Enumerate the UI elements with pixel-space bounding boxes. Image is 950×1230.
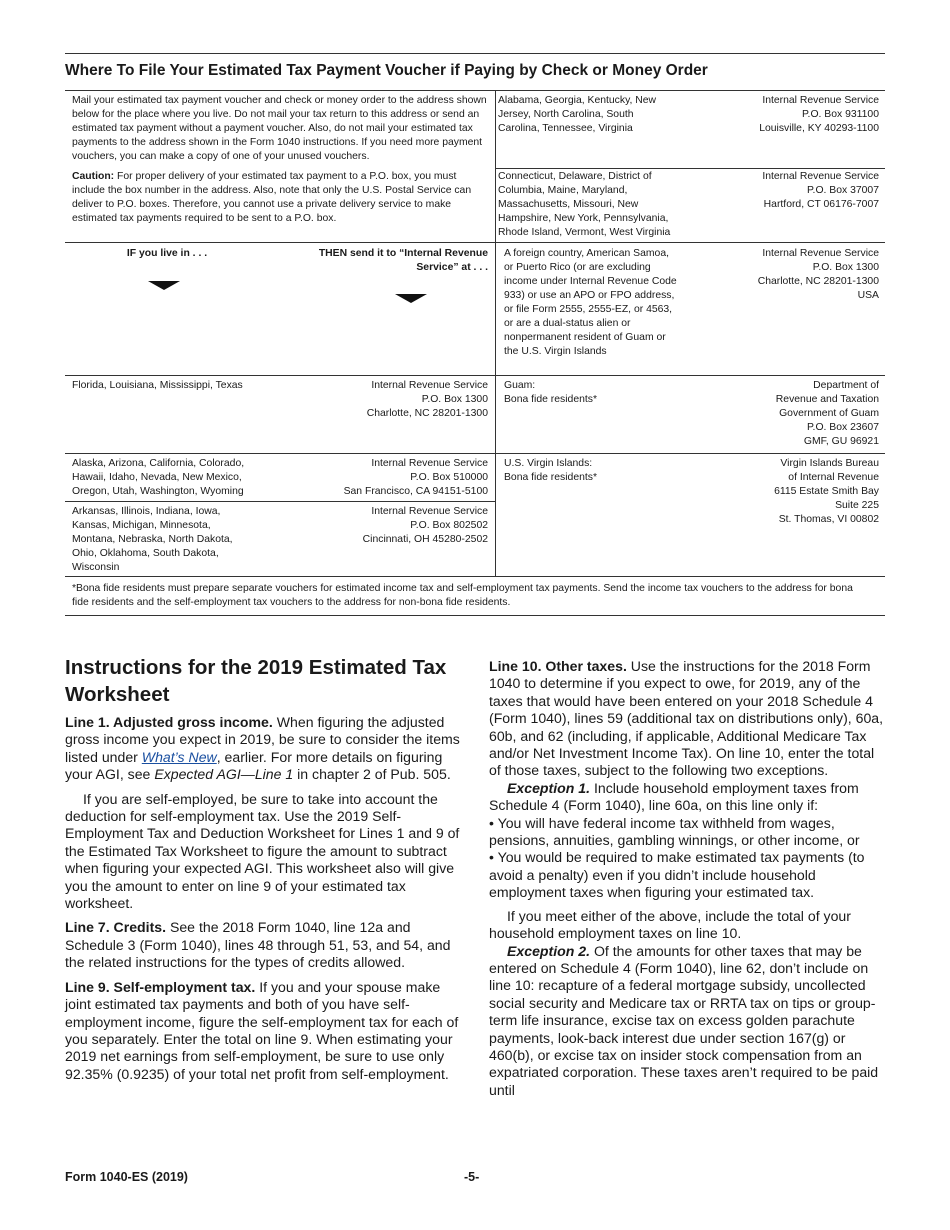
row-divider: [65, 576, 885, 577]
footer-form-name: Form 1040-ES (2019): [65, 1170, 188, 1184]
line7-text: See the 2018 Form 1040, line 12a and Schedule 3 (Form 1040), lines 48 through 51, 53, and 54, and the related instructions for the types of credits allowed.: [65, 919, 451, 971]
table-caution: [72, 170, 492, 226]
exception-summary: If you meet either of the above, include the total of your household employment taxes on line 10.: [489, 907, 851, 942]
table-top-border: [65, 90, 885, 91]
line10-text: Use the instructions for the 2018 Form 1040 to determine if you expect to owe, for 2019, any of the taxes that would have been entered on your 2018 Schedule 4 (Form 1040), lines 59 (additional tax on distributions only), 60a, 60b, and 62 (including, if applicable, Additional Medicare Tax and/or Net Investment Income Tax). On line 10, enter the total of those taxes, subject to the following two exceptions.: [489, 658, 884, 779]
right-row-5-states: U.S. Virgin Islands: Bona fide residents*: [504, 458, 597, 483]
line9-label: Line 9. Self-employment tax.: [65, 978, 256, 995]
line1-label: Line 1. Adjusted gross income.: [65, 714, 273, 730]
right-row-3-address: Internal Revenue Service P.O. Box 1300 Charlotte, NC 28201-1300 USA: [757, 248, 879, 301]
line1-text: When figuring the adjusted gross income you expect in 2019, be sure to consider the items listed under: [65, 714, 460, 765]
right-row-2-states: Connecticut, Delaware, District of Columbia, Maine, Maryland, Massachusetts, Missouri, New Hampshire, New York, Pennsylvania, Rhode Island, Vermont, West Virginia: [498, 171, 671, 238]
line7-label: Line 7. Credits.: [65, 919, 167, 936]
table-footnote: *Bona fide residents must prepare separate vouchers for estimated income tax and self-employment tax payments. Send the income tax vouchers to the address for bona fide residents and the self-employment tax vouchers to the address for non-bona fide residents.: [72, 583, 853, 608]
line1-italic: Expected AGI—Line 1: [154, 766, 294, 783]
table-title: Where To File Your Estimated Tax Payment Voucher if Paying by Check or Money Order: [65, 62, 708, 79]
table-center-divider: [495, 90, 496, 576]
exception2-text: Of the amounts for other taxes that may be entered on Schedule 4 (Form 1040), line 62, don’t include on line 10: recapture of a federal mortgage subsidy, uncollected social security and Medicare tax or RRTA tax on tips or group-term life insurance, excise tax on excess golden parachute payments, look-back interest due under section 167(g) or 460(b), or excise tax on insider stock compensation from an expatriated corporation. These taxes aren’t required to be paid until: [489, 942, 879, 1098]
row-divider: [65, 453, 885, 454]
whats-new-link[interactable]: What’s New: [141, 748, 217, 765]
right-row-5-address: Virgin Islands Bureau of Internal Revenue 6115 Estate Smith Bay Suite 225 St. Thomas, VI 00802: [774, 458, 879, 525]
left-row-1-states: Florida, Louisiana, Mississippi, Texas: [72, 380, 243, 391]
caution-label: Caution:: [72, 171, 115, 182]
right-row-1-address: Internal Revenue Service P.O. Box 931100 Louisville, KY 40293-1100: [759, 95, 879, 134]
then-header: THEN send it to “Internal Revenue Service” at . . .: [318, 248, 488, 273]
line9-text: If you and your spouse make joint estimated tax payments and both of you have self-employment income, figure the self-employment tax for each of you separately. Enter the total on line 9. When estimating your 2019 net earnings from self-employment, be sure to use only 92.35% (0.9235) of your total net profit from self-employment.: [65, 978, 459, 1082]
table-bottom-border: [65, 615, 885, 616]
right-row-2-address: Internal Revenue Service P.O. Box 37007 Hartford, CT 06176-7007: [762, 171, 879, 210]
instructions-heading: Instructions for the 2019 Estimated Tax Worksheet: [65, 656, 447, 706]
line1-paragraph-2: If you are self-employed, be sure to take into account the deduction for self-employment tax. Use the 2019 Self-Employment Tax and Deduction Worksheet for Lines 1 and 9 of the Estimated Tax Worksheet to figure the amount to subtract when figuring your expected AGI. This worksheet also will give you the amount to enter on line 9 of your estimated tax worksheet.: [65, 790, 460, 912]
line1-text: , earlier. For more details on figuring your AGI, see: [65, 748, 443, 783]
left-row-3-states: Arkansas, Illinois, Indiana, Iowa, Kansas, Michigan, Minnesota, Montana, Nebraska, North Dakota, Ohio, Oklahoma, South Dakota, Wisconsin: [72, 506, 233, 573]
bullet-text: You will have federal income tax withheld from wages, pensions, annuities, gambling winnings, or other income, or: [489, 814, 860, 849]
page-number: -5-: [464, 1170, 480, 1184]
row-divider: [65, 242, 885, 243]
right-row-3-states: A foreign country, American Samoa, or Puerto Rico (or are excluding income under Internal Revenue Code 933) or use an APO or FPO address, or file Form 2555, 2555-EZ, or 4563, or are a dual-status alien or nonpermanent resident of Guam or the U.S. Virgin Islands: [504, 248, 677, 357]
right-row-4-address: Department of Revenue and Taxation Government of Guam P.O. Box 23607 GMF, GU 96921: [775, 380, 879, 447]
left-row-2-states: Alaska, Arizona, California, Colorado, Hawaii, Idaho, Nevada, New Mexico, Oregon, Utah, Washington, Wyoming: [72, 458, 245, 497]
caution-text: For proper delivery of your estimated tax payment to a P.O. box, you must include the box number in the address. Also, note that only the U.S. Postal Service can deliver to P.O. boxes. Therefore, you cannot use a private delivery service to make estimated tax payments required to be sent to a P.O. box.: [72, 171, 472, 224]
exception2-label: Exception 2.: [507, 942, 591, 959]
arrow-down-icon: [395, 294, 427, 303]
right-row-4-states: Guam: Bona fide residents*: [504, 380, 597, 405]
row-divider: [65, 501, 495, 502]
line1-text: in chapter 2 of Pub. 505.: [293, 766, 451, 783]
top-rule: [65, 53, 885, 54]
left-row-1-address: Internal Revenue Service P.O. Box 1300 Charlotte, NC 28201-1300: [366, 380, 488, 419]
if-header: IF you live in . . .: [126, 248, 208, 259]
row-divider: [65, 375, 885, 376]
bullet-item: • You would be required to make estimated tax payments (to avoid a penalty) even if you didn’t include household employment taxes when figuring your estimated tax.: [489, 849, 865, 901]
bullet-text: You would be required to make estimated tax payments (to avoid a penalty) even if you didn’t include household employment taxes when figuring your estimated tax.: [489, 849, 865, 901]
line10-label: Line 10. Other taxes.: [489, 658, 627, 674]
arrow-down-icon: [148, 281, 180, 290]
right-row-1-states: Alabama, Georgia, Kentucky, New Jersey, North Carolina, South Carolina, Tennessee, Virginia: [498, 95, 657, 134]
bullet-item: • You will have federal income tax withheld from wages, pensions, annuities, gambling winnings, or other income, or: [489, 814, 860, 849]
exception1-text: Include household employment taxes from Schedule 4 (Form 1040), line 60a, on this line only if:: [489, 779, 859, 814]
left-row-3-address: Internal Revenue Service P.O. Box 802502 Cincinnati, OH 45280-2502: [362, 506, 488, 545]
right-text-column: [489, 658, 885, 1099]
left-text-column: [65, 714, 463, 1083]
row-divider: [495, 168, 885, 169]
left-row-2-address: Internal Revenue Service P.O. Box 510000 San Francisco, CA 94151-5100: [343, 458, 488, 497]
table-intro: Mail your estimated tax payment voucher and check or money order to the address shown below for the place where you live. Do not mail your tax return to this address or send an estimated tax payment without a payment voucher. Also, do not mail your estimated tax payments to the address shown in the Form 1040 instructions. If you need more payment vouchers, you can make a copy of one of your unused vouchers.: [72, 95, 487, 162]
exception1-label: Exception 1.: [507, 779, 591, 796]
